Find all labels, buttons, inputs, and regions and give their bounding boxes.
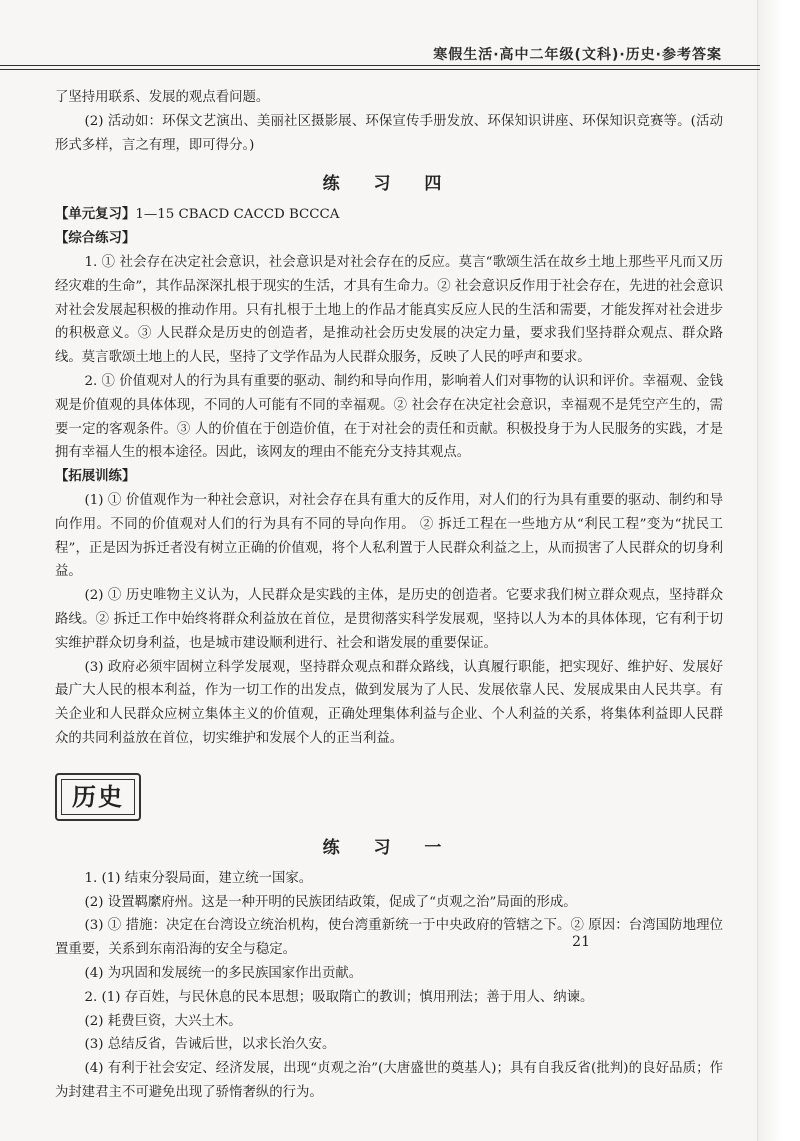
question-2-answer: 2. ① 价值观对人的行为具有重要的驱动、制约和导向作用，影响着人们对事物的认识和评价。幸福观、金钱观是价值观的具体体现，不同的人可能有不同的幸福观。② 社会存在决定社会意识，幸福观不是凭空产生的，需要一定的客观条件。③ 人的价值在于创造价值，在于对社会的责任和贡献。积极投身于为人民服务的实践，才是拥有幸福人生的根本途径。因此，该网友的理由不能充分支持其观点。 — [55, 373, 723, 461]
carryover-text: 了坚持用联系、发展的观点看问题。 — [55, 90, 270, 105]
running-head: 寒假生活·高中二年级(文科)·历史·参考答案 — [433, 47, 722, 63]
section-title-exercise1: 练 习 一 — [322, 837, 456, 858]
header-rule — [0, 65, 760, 66]
comprehensive-label: 【综合练习】 — [55, 231, 136, 247]
history-answer-line: (3) 总结反省，告诫后世，以求长治久安。 — [84, 1037, 336, 1053]
history-answer-line: (4) 有利于社会安定、经济发展，出现“贞观之治”(大唐盛世的奠基人)；具有自我反省(批判)的良好品质；作为封建君主不可避免出现了骄惰奢纵的行为。 — [55, 1061, 723, 1100]
subject-badge — [55, 773, 141, 821]
section-title-exercise4: 练 习 四 — [322, 174, 456, 195]
extension-label: 【拓展训练】 — [55, 469, 136, 485]
history-answer-line: (2) 设置羁縻府州。这是一种开明的民族团结政策，促成了“贞观之治”局面的形成。 — [84, 894, 577, 910]
question-1-answer: 1. ① 社会存在决定社会意识，社会意识是对社会存在的反应。莫言“歌颂生活在故乡土地上那些平凡而又历经灾难的生命”，其作品深深扎根于现实的生活，才具有生命力。② 社会意识反作用于社会存在，先进的社会意识对社会发展起积极的推动作用。只有扎根于土地上的作品才能真实反应人民的生活和需要，才能发挥对社会进步的积极意义。③ 人民群众是历史的创造者，是推动社会历史发展的决定力量，要求我们坚持群众观点、群众路线。莫言歌颂土地上的人民，坚持了文学作品为人民群众服务，反映了人民的呼声和要求。 — [55, 254, 723, 366]
unit-review-answers: 1—15 CBACD CACCD BCCCA — [135, 207, 340, 223]
history-answer-line: 2. (1) 存百姓，与民休息的民本思想；吸取隋亡的教训；慎用刑法；善于用人、纳谏。 — [84, 989, 594, 1005]
history-answer-line: 1. (1) 结束分裂局面，建立统一国家。 — [84, 870, 313, 886]
unit-review-label: 【单元复习】 — [55, 207, 136, 223]
page-number: 21 — [572, 934, 590, 950]
history-answer-line: (3) ① 措施：决定在台湾设立统治机构，使台湾重新统一于中央政府的管辖之下。② 原因：台湾国防地理位置重要，关系到东南沿海的安全与稳定。 — [55, 918, 723, 958]
activity-answer: (2) 活动如：环保文艺演出、美丽社区摄影展、环保宣传手册发放、环保知识讲座、环保知识竞赛等。(活动形式多样，言之有理，即可得分。) — [55, 113, 723, 153]
extension-answer-2: (2) ① 历史唯物主义认为，人民群众是实践的主体，是历史的创造者。它要求我们树立群众观点，坚持群众路线。② 拆迁工作中始终将群众利益放在首位，是贯彻落实科学发展观，坚持以人为本的具体体现，它有利于切实维护群众切身利益，也是城市建设顺利进行、社会和谐发展的重要保证。 — [55, 588, 723, 651]
extension-answer-3: (3) 政府必须牢固树立科学发展观，坚持群众观点和群众路线，认真履行职能，把实现好、维护好、发展好最广大人民的根本利益，作为一切工作的出发点，做到发展为了人民、发展依靠人民、发展成果由人民共享。有关企业和人民群众应树立集体主义的价值观，正确处理集体利益与企业、个人利益的关系，将集体利益即人民群众的共同利益放在首位，切实维护和发展个人的正当利益。 — [55, 659, 723, 746]
answer-content — [55, 86, 723, 1105]
unit-review — [55, 203, 723, 227]
history-answer-line: (2) 耗费巨资，大兴土木。 — [84, 1013, 242, 1029]
history-answer-line: (4) 为巩固和发展统一的多民族国家作出贡献。 — [84, 965, 363, 981]
page-edge — [757, 0, 800, 1141]
subject-label: 历史 — [61, 779, 135, 815]
header-rule-thin — [0, 69, 760, 70]
extension-answer-1: (1) ① 价值观作为一种社会意识，对社会存在具有重大的反作用，对人们的行为具有重要的驱动、制约和导向作用。不同的价值观对人们的行为具有不同的导向作用。 ② 拆迁工程在一些地方从“利民工程”变为“扰民工程”，正是因为拆迁者没有树立正确的价值观，将个人私利置于人民群众利益之上，从而损害了人民群众的切身利益。 — [55, 492, 723, 580]
